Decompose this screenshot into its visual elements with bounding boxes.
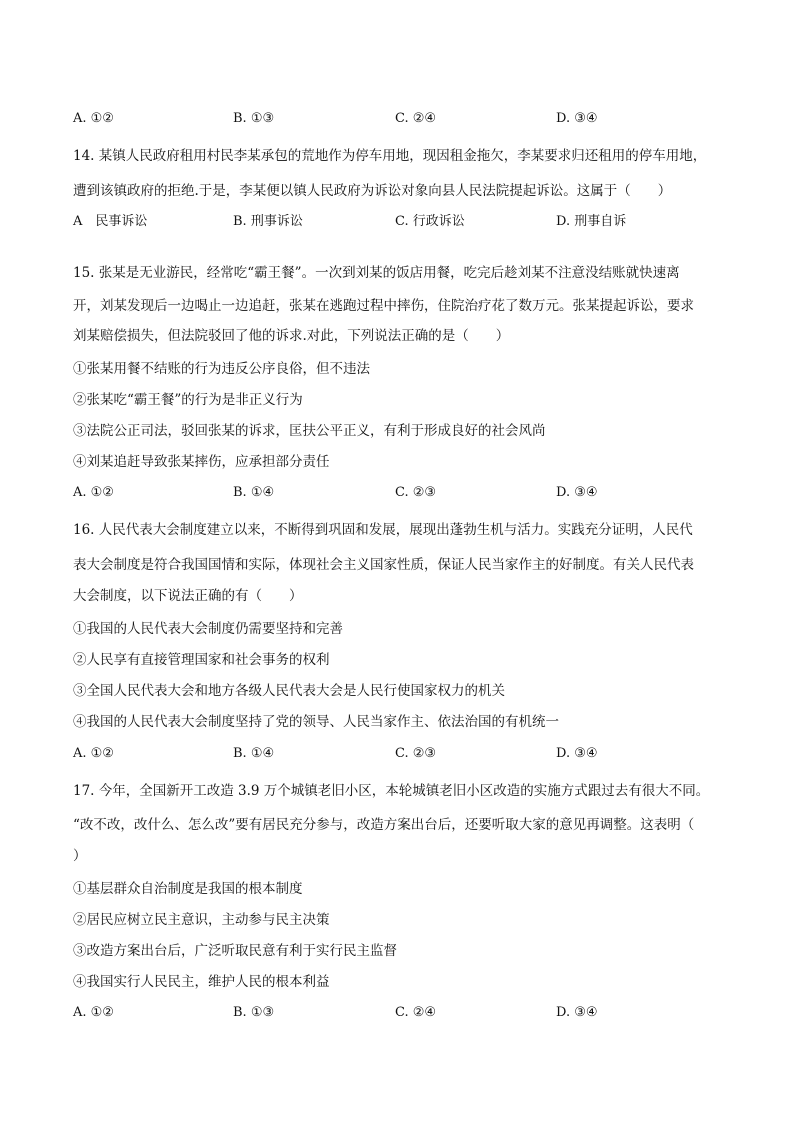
q14-option-c[interactable]: C. 行政诉讼: [395, 214, 465, 229]
q17-stem-line-1: 17. 今年，全国新开工改造 3.9 万个城镇老旧小区，本轮城镇老旧小区改造的实施方式跟过去有很大不同。: [73, 783, 710, 799]
q14-stem-line-1: 14. 某镇人民政府租用村民李某承包的荒地作为停车用地，现因租金拖欠，李某要求归还租用的停车用地，: [73, 148, 707, 164]
q17-statement-1: ①基层群众自治制度是我国的根本制度: [73, 881, 303, 897]
q15-option-a[interactable]: A. ①②: [73, 485, 114, 500]
q16-stem-line-1: 16. 人民代表大会制度建立以来，不断得到巩固和发展，展现出蓬勃生机与活力。实践充分证明，人民代: [73, 522, 693, 538]
q13-options: [73, 110, 733, 128]
q17-option-b[interactable]: B. ①③: [233, 1005, 275, 1020]
q15-stem-line-2: 开，刘某发现后一边喝止一边追赶，张某在逃跑过程中摔伤，住院治疗花了数万元。张某提起诉讼，要求: [73, 298, 694, 314]
q16-statement-4: ④我国的人民代表大会制度坚持了党的领导、人民当家作主、依法治国的有机统一: [73, 714, 559, 730]
q15-stem-line-3: 刘某赔偿损失，但法院驳回了他的诉求.对此，下列说法正确的是（ ）: [73, 328, 510, 344]
q13-option-a[interactable]: A. ①②: [73, 111, 114, 126]
q15-statement-2: ②张某吃“霸王餐”的行为是非正义行为: [73, 392, 303, 408]
q16-option-b[interactable]: B. ①④: [233, 746, 275, 761]
q17-statement-4: ④我国实行人民民主，维护人民的根本利益: [73, 974, 330, 990]
q17-option-d[interactable]: D. ③④: [556, 1005, 598, 1020]
q13-option-c[interactable]: C. ②④: [395, 111, 437, 126]
q15-stem-line-1: 15. 张某是无业游民，经常吃“霸王餐”。一次到刘某的饭店用餐，吃完后趁刘某不注意没结账就快速离: [73, 265, 680, 281]
q16-statement-1: ①我国的人民代表大会制度仍需要坚持和完善: [73, 621, 343, 637]
q13-option-d[interactable]: D. ③④: [556, 111, 598, 126]
q15-option-d[interactable]: D. ③④: [556, 485, 598, 500]
q17-statement-3: ③改造方案出台后，广泛听取民意有利于实行民主监督: [73, 943, 397, 959]
q15-option-c[interactable]: C. ②③: [395, 485, 437, 500]
q16-stem-line-3: 大会制度，以下说法正确的有（ ）: [73, 588, 303, 604]
q16-option-c[interactable]: C. ②③: [395, 746, 437, 761]
q16-option-a[interactable]: A. ①②: [73, 746, 114, 761]
q17-option-c[interactable]: C. ②④: [395, 1005, 437, 1020]
q16-stem-line-2: 表大会制度是符合我国国情和实际，体现社会主义国家性质，保证人民当家作主的好制度。有关人民代表: [73, 557, 694, 573]
q16-statement-3: ③全国人民代表大会和地方各级人民代表大会是人民行使国家权力的机关: [73, 683, 505, 699]
q16-options: [73, 745, 733, 763]
q17-statement-2: ②居民应树立民主意识，主动参与民主决策: [73, 912, 330, 928]
q17-stem-line-2: “改不改，改什么、怎么改”要有居民充分参与，改造方案出台后，还要听取大家的意见再调整。这表明（: [73, 817, 695, 833]
q14-options: [73, 213, 733, 231]
q17-option-a[interactable]: A. ①②: [73, 1005, 114, 1020]
q14-stem-line-2: 遭到该镇政府的拒绝.于是，李某便以镇人民政府为诉讼对象向县人民法院提起诉讼。这属于（ ）: [73, 183, 672, 199]
q15-statement-3: ③法院公正司法，驳回张某的诉求，匡扶公平正义，有利于形成良好的社会风尚: [73, 423, 546, 439]
q14-option-d[interactable]: D. 刑事自诉: [556, 214, 627, 229]
q14-option-b[interactable]: B. 刑事诉讼: [233, 214, 303, 229]
q16-option-d[interactable]: D. ③④: [556, 746, 598, 761]
q17-stem-line-3: ）: [73, 848, 87, 864]
q17-options: [73, 1004, 733, 1022]
q15-options: [73, 484, 733, 502]
q15-option-b[interactable]: B. ①④: [233, 485, 275, 500]
q16-statement-2: ②人民享有直接管理国家和社会事务的权利: [73, 652, 330, 668]
q14-option-a[interactable]: A 民事诉讼: [73, 214, 148, 229]
q15-statement-1: ①张某用餐不结账的行为违反公序良俗，但不违法: [73, 361, 370, 377]
q13-option-b[interactable]: B. ①③: [233, 111, 275, 126]
q15-statement-4: ④刘某追赶导致张某摔伤，应承担部分责任: [73, 454, 330, 470]
